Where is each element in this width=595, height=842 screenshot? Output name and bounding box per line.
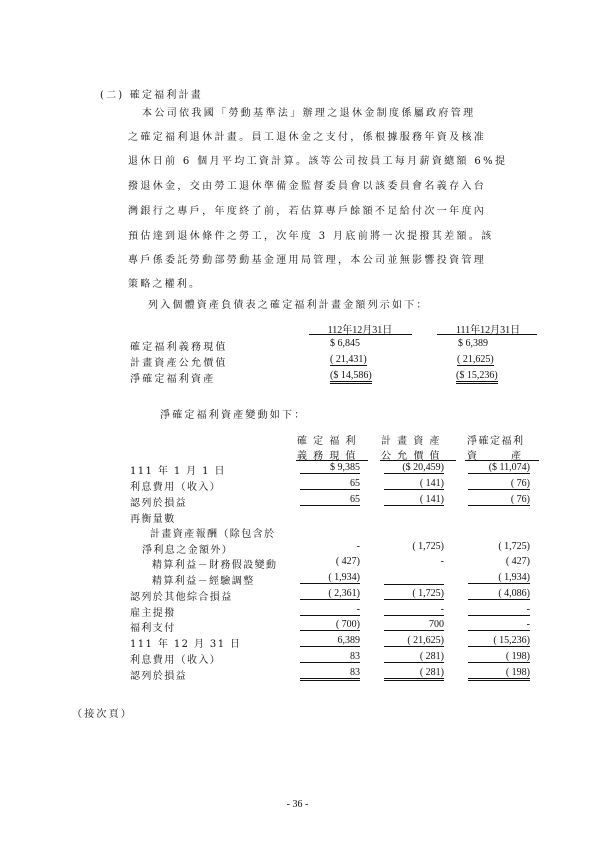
movement-cell-c3: ( 4,086) <box>468 588 530 600</box>
movement-cell-c3: - <box>468 604 530 616</box>
movement-row-label: 精算利益－經驗調整 <box>152 576 255 587</box>
movement-header-3-rule <box>465 460 539 461</box>
movement-cell-c2: ( 21,625) <box>384 635 444 647</box>
continued-note: （接次頁） <box>72 709 133 720</box>
movement-cell-c2: ($ 20,459) <box>384 462 444 474</box>
movement-cell-c2: ( 281) <box>384 667 444 681</box>
movement-row-label: 計畫資產報酬（除包含於 <box>150 529 276 540</box>
movement-row-label: 利息費用（收入） <box>130 655 222 666</box>
movement-header-2-line1: 計 畫 資 產 <box>381 436 442 447</box>
paragraph-line: 之確定福利退休計畫。員工退休金之支付，係根據服務年資及核准 <box>128 132 487 143</box>
movement-row-label: 再衡量數 <box>130 514 176 525</box>
balance-row-value: ( 21,625) <box>457 354 494 365</box>
paragraph-line: 專戶係委託勞動部勞動基金運用局管理，本公司並無影響投資管理 <box>128 255 487 266</box>
movement-cell-c2 <box>384 572 444 585</box>
balance-row-value: $ 6,389 <box>458 338 488 349</box>
movement-cell-c2: ( 1,725) <box>412 541 444 552</box>
movement-row-label: 認列於其他綜合損益 <box>130 592 233 603</box>
movement-cell-c1: ( 1,934) <box>300 572 360 584</box>
movement-cell-c3: - <box>468 619 530 631</box>
balance-col-112: 112年12月31日 <box>327 325 393 336</box>
movement-header-3-line1: 淨確定福利 <box>467 436 525 447</box>
movement-cell-c3: ( 15,236) <box>468 635 530 647</box>
movement-cell-c3: ( 1,725) <box>498 541 530 552</box>
movement-row-label: 利息費用（收入） <box>130 482 222 493</box>
paragraph-line: 策略之權利。 <box>128 279 202 290</box>
paragraph-line: 本公司依我國「勞動基準法」辦理之退休金制度係屬政府管理 <box>142 108 476 119</box>
movement-header-1-line1: 確 定 福 利 <box>297 436 358 447</box>
movement-cell-c3: ( 427) <box>505 556 530 567</box>
balance-row-label: 確定福利義務現值 <box>130 342 228 353</box>
balance-row-value: $ 6,845 <box>330 338 360 349</box>
movement-cell-c3: ( 76) <box>468 478 530 490</box>
paragraph-line: 灣銀行之專戶，年度終了前，若估算專戶餘額不足給付次一年度內 <box>128 206 487 217</box>
balance-row-label: 計畫資產公允價值 <box>130 358 228 369</box>
movement-cell-c2: ( 1,725) <box>384 588 444 600</box>
movement-cell-c3: ($ 11,074) <box>468 462 530 474</box>
movement-header-1-line2: 義 務 現 值 <box>297 451 358 462</box>
movement-intro: 淨確定福利資產變動如下： <box>160 410 307 421</box>
paragraph-line: 撥退休金，交由勞工退休準備金監督委員會以該委員會名義存入台 <box>128 181 487 192</box>
balance-row-value: ($ 15,236) <box>456 370 498 384</box>
balance-row-value: ( 21,431) <box>330 354 367 365</box>
movement-cell-c1: 65 <box>300 494 360 506</box>
section-title: (二) 確定福利計畫 <box>100 90 203 101</box>
movement-cell-c1: - <box>356 541 360 552</box>
balance-row-label: 淨確定福利資產 <box>130 374 216 385</box>
balance-col-112-rule <box>309 334 412 335</box>
balance-col-111: 111年12月31日 <box>455 325 521 336</box>
movement-row-label: 認列於損益 <box>130 671 187 682</box>
movement-cell-c2: ( 141) <box>384 478 444 490</box>
movement-cell-c1: 83 <box>300 651 360 663</box>
movement-cell-c1: ( 427) <box>335 556 360 567</box>
movement-row-label: 111 年 1 月 1 日 <box>130 466 226 477</box>
movement-header-3-line2: 資 產 <box>467 451 523 462</box>
movement-row-label: 福利支付 <box>130 623 176 634</box>
movement-cell-c1: 83 <box>300 667 360 681</box>
paragraph-line: 預估達到退休條件之勞工，次年度 3 月底前將一次提撥其差額。該 <box>128 231 494 242</box>
movement-cell-c1: - <box>300 604 360 616</box>
movement-row-label: 淨利息之金額外） <box>142 545 234 556</box>
movement-cell-c3: ( 76) <box>468 494 530 506</box>
movement-row-label: 精算利益－財務假設變動 <box>152 560 278 571</box>
movement-cell-c2: - <box>384 604 444 616</box>
movement-cell-c2: - <box>440 556 444 567</box>
balance-intro: 列入個體資產負債表之確定福利計畫金額列示如下： <box>148 300 429 311</box>
movement-cell-c1: $ 9,385 <box>300 462 360 474</box>
movement-row-label: 認列於損益 <box>130 498 187 509</box>
movement-cell-c2: ( 281) <box>384 651 444 663</box>
movement-cell-c1: ( 700) <box>300 619 360 631</box>
movement-cell-c3: ( 198) <box>468 667 530 681</box>
movement-header-1-rule <box>296 460 368 461</box>
movement-cell-c2: 700 <box>384 619 444 631</box>
movement-row-label: 雇主提撥 <box>130 608 176 619</box>
paragraph-line: 退休日前 6 個月平均工資計算。該等公司按員工每月薪資總額 6%提 <box>128 156 508 167</box>
balance-row-value: ($ 14,586) <box>330 370 372 384</box>
movement-cell-c1: 65 <box>300 478 360 490</box>
page-number: - 36 - <box>286 799 309 810</box>
movement-cell-c3: ( 198) <box>468 651 530 663</box>
movement-cell-c3: ( 1,934) <box>468 572 530 584</box>
movement-cell-c1: 6,389 <box>300 635 360 647</box>
movement-header-2-line2: 公 允 價 值 <box>381 451 442 462</box>
movement-cell-c1: ( 2,361) <box>300 588 360 600</box>
balance-col-111-rule <box>437 334 537 335</box>
movement-header-2-rule <box>380 460 456 461</box>
movement-cell-c2: ( 141) <box>384 494 444 506</box>
movement-row-label: 111 年 12 月 31 日 <box>130 639 242 650</box>
